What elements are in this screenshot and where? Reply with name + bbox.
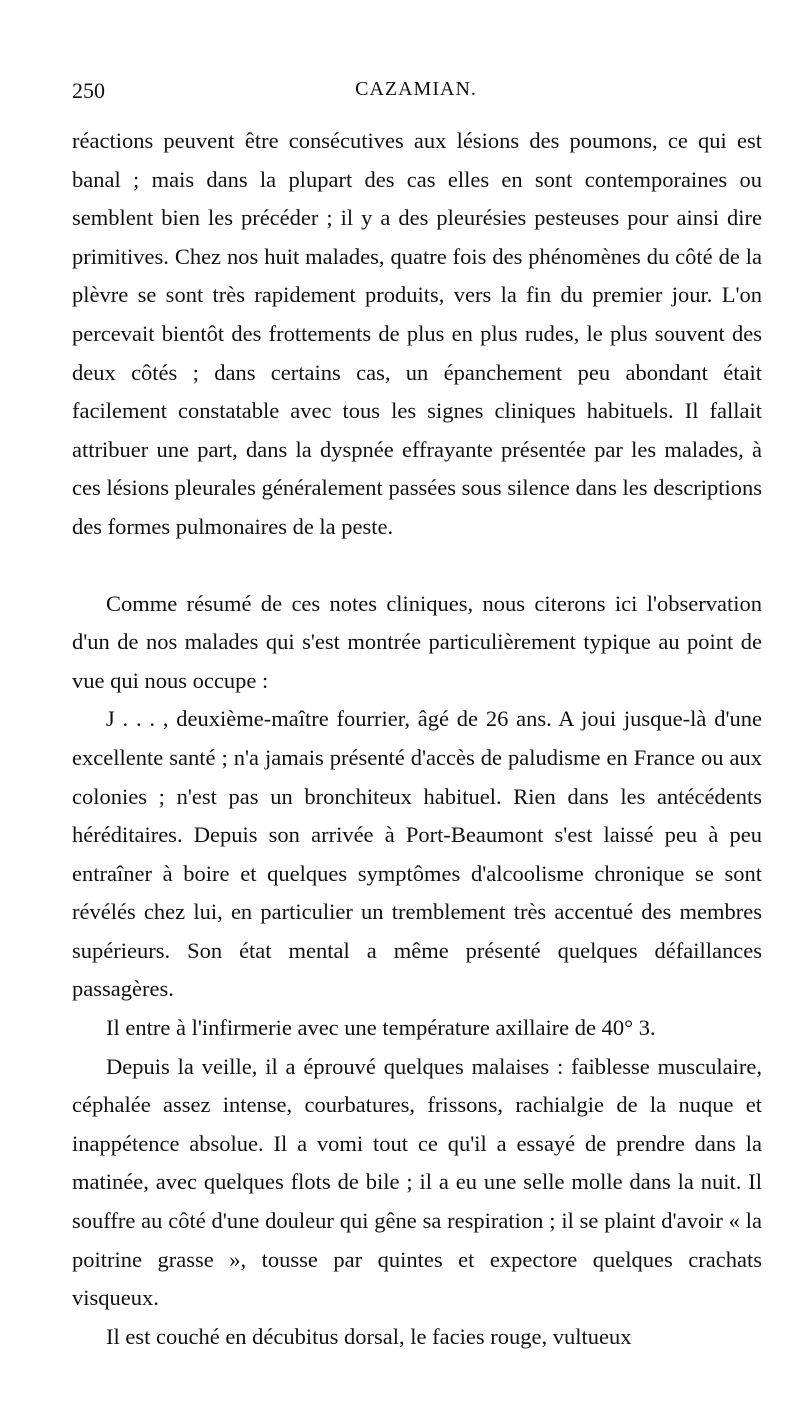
paragraph: réactions peuvent être consécutives aux lésions des poumons, ce qui est banal ; mais dans la plupart des cas elles en sont contemporaines ou semblent bien les précéder ; il y a des pleurésies pesteuses pour ainsi dire primitives. Chez nos huit malades, quatre fois des phénomènes du côté de la plèvre se sont très rapidement produits, vers la fin du premier jour. L'on percevait bientôt des frottements de plus en plus rudes, le plus souvent des deux côtés ; dans certains cas, un épanchement peu abondant était facilement constatable avec tous les signes cliniques habituels. Il fallait attribuer une part, dans la dyspnée effrayante présentée par les malades, à ces lésions pleurales généralement passées sous silence dans les descriptions des formes pulmonaires de la peste. bbox=[72, 128, 762, 539]
body-text bbox=[72, 122, 762, 1356]
paragraph: Depuis la veille, il a éprouvé quelques malaises : faiblesse musculaire, céphalée assez intense, courbatures, frissons, rachialgie de la nuque et inappétence absolue. Il a vomi tout ce qu'il a essayé de prendre dans la matinée, avec quelques flots de bile ; il a eu une selle molle dans la nuit. Il souffre au côté d'une douleur qui gêne sa respiration ; il se plaint d'avoir « la poitrine grasse », tousse par quintes et expectore quelques crachats visqueux. bbox=[72, 1053, 762, 1311]
paragraph-spacer bbox=[72, 547, 762, 585]
paragraph: Il est couché en décubitus dorsal, le facies rouge, vultueux bbox=[106, 1323, 632, 1349]
paragraph: Comme résumé de ces notes cliniques, nous citerons ici l'observation d'un de nos malades qui s'est montrée particulièrement typique au point de vue qui nous occupe : bbox=[72, 590, 762, 693]
paragraph: Il entre à l'infirmerie avec une température axillaire de 40° 3. bbox=[106, 1015, 656, 1041]
page-header bbox=[72, 78, 760, 112]
page-number: 250 bbox=[72, 78, 105, 103]
paragraph: J . . . , deuxième-maître fourrier, âgé de 26 ans. A joui jusque-là d'une excellente santé ; n'a jamais présenté d'accès de paludisme en France ou aux colonies ; n'est pas un bronchiteux habituel. Rien dans les antécédents héréditaires. Depuis son arrivée à Port-Beaumont s'est laissé peu à peu entraîner à boire et quelques symptômes d'alcoolisme chronique se sont révélés chez lui, en particulier un tremblement très accentué des membres supérieurs. Son état mental a même présenté quelques défaillances passagères. bbox=[72, 706, 762, 1002]
running-title: CAZAMIAN. bbox=[355, 78, 477, 100]
